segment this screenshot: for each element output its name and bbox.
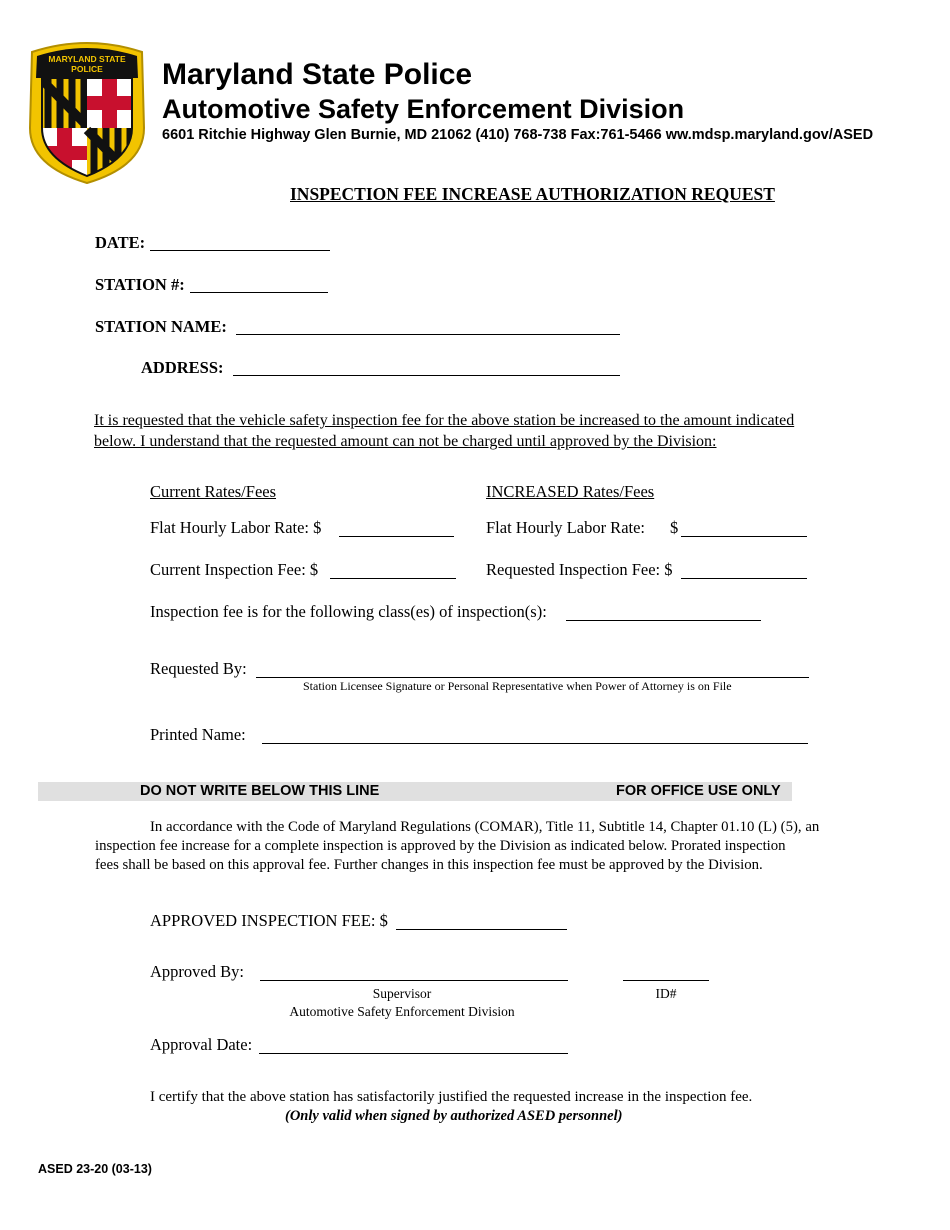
agency-name: Maryland State Police [162,58,473,91]
inspection-class-label: Inspection fee is for the following class(es) of inspection(s): [150,602,547,621]
office-use-only-notice: FOR OFFICE USE ONLY [616,783,781,799]
printed-name-field[interactable] [262,743,808,744]
request-statement [94,410,794,452]
current-labor-rate-label: Flat Hourly Labor Rate: $ [150,518,322,537]
supervisor-caption: Supervisor [372,986,432,1001]
logo-text: MARYLAND STATE POLICE [48,54,126,74]
increased-labor-rate-label: Flat Hourly Labor Rate: [486,518,646,537]
validity-note: (Only valid when signed by authorized ASED personnel) [285,1108,623,1124]
approval-date-field[interactable] [259,1053,568,1054]
printed-name-label: Printed Name: [150,725,246,744]
increased-rates-header: INCREASED Rates/Fees [486,482,655,501]
increased-labor-rate-field[interactable] [681,536,807,537]
requested-inspection-fee-field[interactable] [681,578,807,579]
comar-paragraph [95,818,819,875]
division-caption: Automotive Safety Enforcement Division [289,1004,515,1019]
address-field[interactable] [233,375,620,376]
increased-labor-rate-dollar: $ [670,518,679,537]
do-not-write-notice: DO NOT WRITE BELOW THIS LINE [140,783,380,799]
station-name-label: STATION NAME: [95,317,227,336]
approved-fee-label: APPROVED INSPECTION FEE: $ [150,911,388,930]
comar-paragraph-line-3: fees shall be based on this approval fee. Further changes in this inspection fee must be approved by the Division. [95,857,763,873]
approved-fee-field[interactable] [396,929,567,930]
date-field[interactable] [150,250,330,251]
approved-by-signature-field[interactable] [260,980,568,981]
station-number-label: STATION #: [95,275,185,294]
requested-by-label: Requested By: [150,659,247,678]
address-label: ADDRESS: [141,358,224,377]
requested-inspection-fee-label: Requested Inspection Fee: $ [486,560,673,579]
comar-paragraph-line-1: In accordance with the Code of Maryland Regulations (COMAR), Title 11, Subtitle 14, Chapter 01.10 (L) (5), an [150,819,820,835]
form-title: INSPECTION FEE INCREASE AUTHORIZATION REQUEST [290,184,775,204]
comar-paragraph-line-2: inspection fee increase for a complete inspection is approved by the Division as indicated below. Prorated inspection [95,838,786,854]
current-rates-header: Current Rates/Fees [150,482,277,501]
date-label: DATE: [95,233,146,252]
division-name: Automotive Safety Enforcement Division [162,94,685,124]
form-number: ASED 23-20 (03-13) [38,1162,152,1176]
station-name-field[interactable] [236,334,620,335]
request-statement-line-2: below. I understand that the requested amount can not be charged until approved by the Division: [94,433,717,450]
id-caption: ID# [655,986,677,1001]
approved-by-label: Approved By: [150,962,244,981]
current-inspection-fee-field[interactable] [330,578,456,579]
request-statement-line-1: It is requested that the vehicle safety inspection fee for the above station be increased to the amount indicated [94,412,795,429]
station-number-field[interactable] [190,292,328,293]
current-inspection-fee-label: Current Inspection Fee: $ [150,560,319,579]
contact-info: 6601 Ritchie Highway Glen Burnie, MD 21062 (410) 768-738 Fax:761-5466 ww.mdsp.maryland.gov/ASED [162,127,874,143]
certification-statement: I certify that the above station has satisfactorily justified the requested increase in the inspection fee. [150,1089,753,1105]
current-labor-rate-field[interactable] [339,536,454,537]
requested-by-caption: Station Licensee Signature or Personal Representative when Power of Attorney is on File [303,679,732,693]
approver-id-field[interactable] [623,980,709,981]
inspection-class-field[interactable] [566,620,761,621]
approval-date-label: Approval Date: [150,1035,253,1054]
msp-logo [22,40,152,185]
requested-by-signature-field[interactable] [256,677,809,678]
